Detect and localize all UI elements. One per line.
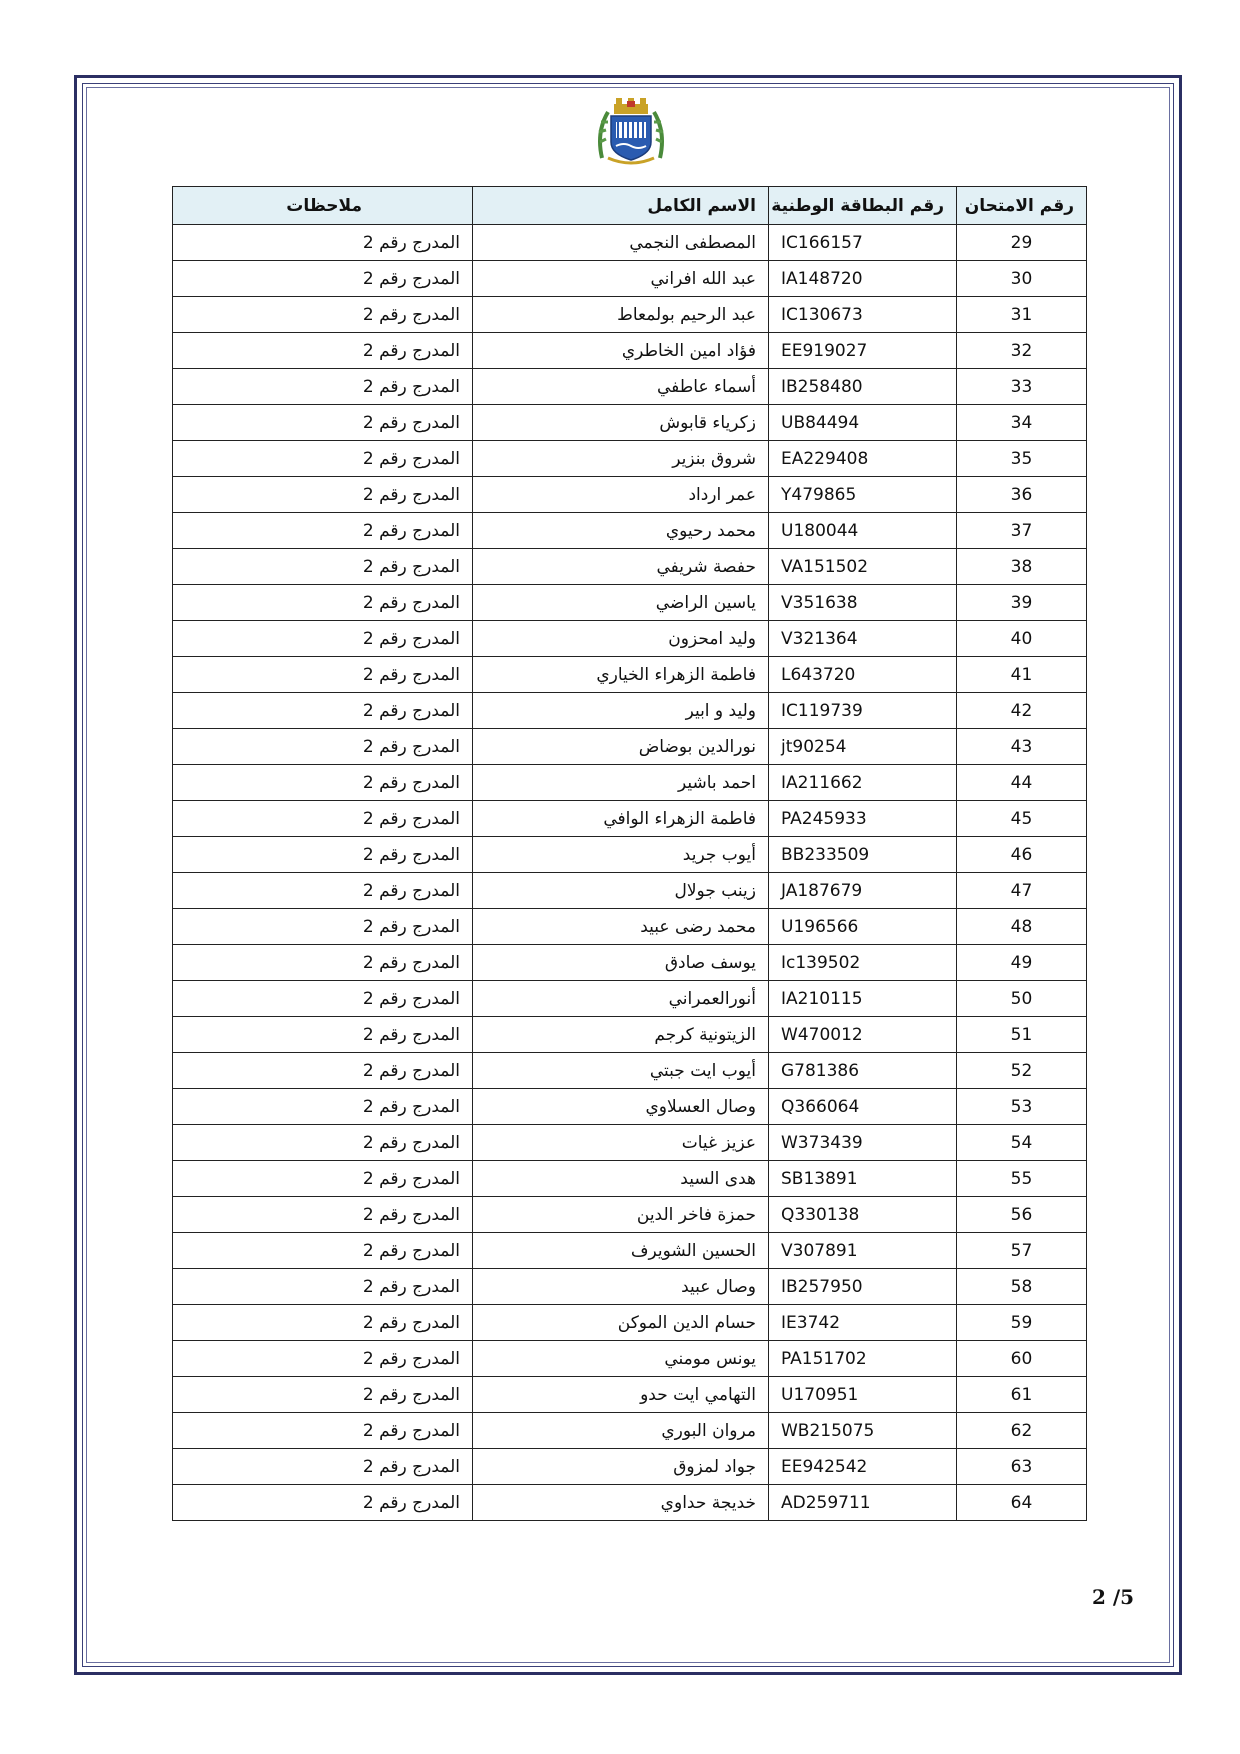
full-name-cell: جواد لمزوق bbox=[473, 1449, 769, 1485]
full-name-cell: فؤاد امين الخاطري bbox=[473, 333, 769, 369]
full-name-cell: أنورالعمراني bbox=[473, 981, 769, 1017]
notes-cell: المدرج رقم 2 bbox=[173, 225, 473, 261]
table-row bbox=[173, 297, 1087, 333]
full-name-cell: وليد امحزون bbox=[473, 621, 769, 657]
full-name-cell: محمد رحيوي bbox=[473, 513, 769, 549]
exam-number-cell: 36 bbox=[957, 477, 1087, 513]
exam-number-cell: 47 bbox=[957, 873, 1087, 909]
page-number: 2 /5 bbox=[1092, 1585, 1135, 1609]
exam-number-cell: 33 bbox=[957, 369, 1087, 405]
exam-number-cell: 49 bbox=[957, 945, 1087, 981]
full-name-cell: مروان البوري bbox=[473, 1413, 769, 1449]
table-row bbox=[173, 693, 1087, 729]
exam-number-cell: 51 bbox=[957, 1017, 1087, 1053]
national-id-cell: IB257950 bbox=[769, 1269, 957, 1305]
exam-number-cell: 54 bbox=[957, 1125, 1087, 1161]
national-id-cell: SB13891 bbox=[769, 1161, 957, 1197]
notes-cell: المدرج رقم 2 bbox=[173, 945, 473, 981]
table-row bbox=[173, 837, 1087, 873]
notes-cell: المدرج رقم 2 bbox=[173, 1197, 473, 1233]
full-name-cell: نورالدين بوضاض bbox=[473, 729, 769, 765]
table-row bbox=[173, 1197, 1087, 1233]
full-name-cell: وصال العسلاوي bbox=[473, 1089, 769, 1125]
exam-number-cell: 61 bbox=[957, 1377, 1087, 1413]
national-id-cell: IB258480 bbox=[769, 369, 957, 405]
national-id-cell: EE942542 bbox=[769, 1449, 957, 1485]
notes-cell: المدرج رقم 2 bbox=[173, 1233, 473, 1269]
table-row bbox=[173, 1161, 1087, 1197]
table-row bbox=[173, 765, 1087, 801]
national-id-cell: JA187679 bbox=[769, 873, 957, 909]
notes-cell: المدرج رقم 2 bbox=[173, 1305, 473, 1341]
header-full-name: الاسم الكامل bbox=[473, 187, 769, 225]
full-name-cell: فاطمة الزهراء الوافي bbox=[473, 801, 769, 837]
table-row bbox=[173, 1413, 1087, 1449]
notes-cell: المدرج رقم 2 bbox=[173, 1449, 473, 1485]
exam-number-cell: 31 bbox=[957, 297, 1087, 333]
notes-cell: المدرج رقم 2 bbox=[173, 765, 473, 801]
table-row bbox=[173, 1269, 1087, 1305]
table-row bbox=[173, 981, 1087, 1017]
national-id-cell: W470012 bbox=[769, 1017, 957, 1053]
full-name-cell: هدى السيد bbox=[473, 1161, 769, 1197]
exam-number-cell: 38 bbox=[957, 549, 1087, 585]
exam-roster-table bbox=[172, 186, 1087, 1521]
full-name-cell: الزيتونية كرجم bbox=[473, 1017, 769, 1053]
full-name-cell: عزيز غيات bbox=[473, 1125, 769, 1161]
national-id-cell: Q366064 bbox=[769, 1089, 957, 1125]
national-id-cell: U196566 bbox=[769, 909, 957, 945]
exam-number-cell: 37 bbox=[957, 513, 1087, 549]
national-id-cell: jt90254 bbox=[769, 729, 957, 765]
exam-number-cell: 45 bbox=[957, 801, 1087, 837]
table-row bbox=[173, 1125, 1087, 1161]
exam-number-cell: 30 bbox=[957, 261, 1087, 297]
notes-cell: المدرج رقم 2 bbox=[173, 1485, 473, 1521]
national-id-cell: PA245933 bbox=[769, 801, 957, 837]
table-row bbox=[173, 333, 1087, 369]
full-name-cell: وصال عبيد bbox=[473, 1269, 769, 1305]
notes-cell: المدرج رقم 2 bbox=[173, 621, 473, 657]
notes-cell: المدرج رقم 2 bbox=[173, 261, 473, 297]
table-row bbox=[173, 1449, 1087, 1485]
national-id-cell: IA211662 bbox=[769, 765, 957, 801]
notes-cell: المدرج رقم 2 bbox=[173, 441, 473, 477]
national-id-cell: EE919027 bbox=[769, 333, 957, 369]
notes-cell: المدرج رقم 2 bbox=[173, 657, 473, 693]
national-id-cell: Ic139502 bbox=[769, 945, 957, 981]
notes-cell: المدرج رقم 2 bbox=[173, 549, 473, 585]
notes-cell: المدرج رقم 2 bbox=[173, 837, 473, 873]
full-name-cell: زينب جولال bbox=[473, 873, 769, 909]
table-row bbox=[173, 369, 1087, 405]
notes-cell: المدرج رقم 2 bbox=[173, 1413, 473, 1449]
table-row bbox=[173, 1305, 1087, 1341]
full-name-cell: فاطمة الزهراء الخياري bbox=[473, 657, 769, 693]
header-exam-number: رقم الامتحان bbox=[957, 187, 1087, 225]
table-row bbox=[173, 513, 1087, 549]
full-name-cell: الحسين الشويرف bbox=[473, 1233, 769, 1269]
full-name-cell: زكرياء قابوش bbox=[473, 405, 769, 441]
table-row bbox=[173, 1017, 1087, 1053]
exam-number-cell: 39 bbox=[957, 585, 1087, 621]
national-id-cell: IC119739 bbox=[769, 693, 957, 729]
exam-number-cell: 40 bbox=[957, 621, 1087, 657]
national-id-cell: V351638 bbox=[769, 585, 957, 621]
table-row bbox=[173, 261, 1087, 297]
table-header-row bbox=[173, 187, 1087, 225]
notes-cell: المدرج رقم 2 bbox=[173, 1377, 473, 1413]
full-name-cell: حسام الدين الموكن bbox=[473, 1305, 769, 1341]
exam-number-cell: 52 bbox=[957, 1053, 1087, 1089]
municipal-emblem-icon bbox=[594, 98, 668, 166]
full-name-cell: عبد الرحيم بولمعاط bbox=[473, 297, 769, 333]
national-id-cell: IC166157 bbox=[769, 225, 957, 261]
national-id-cell: EA229408 bbox=[769, 441, 957, 477]
national-id-cell: W373439 bbox=[769, 1125, 957, 1161]
table-body bbox=[173, 225, 1087, 1521]
notes-cell: المدرج رقم 2 bbox=[173, 1125, 473, 1161]
full-name-cell: أيوب جريد bbox=[473, 837, 769, 873]
notes-cell: المدرج رقم 2 bbox=[173, 1341, 473, 1377]
full-name-cell: أيوب ايت جبتي bbox=[473, 1053, 769, 1089]
table-row bbox=[173, 657, 1087, 693]
national-id-cell: IA210115 bbox=[769, 981, 957, 1017]
notes-cell: المدرج رقم 2 bbox=[173, 405, 473, 441]
table-row bbox=[173, 1089, 1087, 1125]
full-name-cell: خديجة حداوي bbox=[473, 1485, 769, 1521]
exam-number-cell: 29 bbox=[957, 225, 1087, 261]
national-id-cell: IE3742 bbox=[769, 1305, 957, 1341]
table-row bbox=[173, 225, 1087, 261]
full-name-cell: حفصة شريفي bbox=[473, 549, 769, 585]
header-notes: ملاحظات bbox=[173, 187, 473, 225]
notes-cell: المدرج رقم 2 bbox=[173, 1269, 473, 1305]
national-id-cell: U180044 bbox=[769, 513, 957, 549]
full-name-cell: احمد باشير bbox=[473, 765, 769, 801]
notes-cell: المدرج رقم 2 bbox=[173, 1161, 473, 1197]
national-id-cell: IA148720 bbox=[769, 261, 957, 297]
national-id-cell: V321364 bbox=[769, 621, 957, 657]
table-row bbox=[173, 945, 1087, 981]
full-name-cell: يوسف صادق bbox=[473, 945, 769, 981]
exam-number-cell: 46 bbox=[957, 837, 1087, 873]
national-id-cell: PA151702 bbox=[769, 1341, 957, 1377]
national-id-cell: VA151502 bbox=[769, 549, 957, 585]
exam-number-cell: 58 bbox=[957, 1269, 1087, 1305]
table-row bbox=[173, 909, 1087, 945]
exam-number-cell: 53 bbox=[957, 1089, 1087, 1125]
national-id-cell: UB84494 bbox=[769, 405, 957, 441]
exam-number-cell: 48 bbox=[957, 909, 1087, 945]
full-name-cell: أسماء عاطفي bbox=[473, 369, 769, 405]
table-row bbox=[173, 477, 1087, 513]
notes-cell: المدرج رقم 2 bbox=[173, 801, 473, 837]
exam-number-cell: 56 bbox=[957, 1197, 1087, 1233]
full-name-cell: ياسين الراضي bbox=[473, 585, 769, 621]
notes-cell: المدرج رقم 2 bbox=[173, 513, 473, 549]
full-name-cell: محمد رضى عبيد bbox=[473, 909, 769, 945]
table-row bbox=[173, 405, 1087, 441]
notes-cell: المدرج رقم 2 bbox=[173, 729, 473, 765]
header-national-id: رقم البطاقة الوطنية bbox=[769, 187, 957, 225]
national-id-cell: WB215075 bbox=[769, 1413, 957, 1449]
table-row bbox=[173, 1485, 1087, 1521]
exam-number-cell: 50 bbox=[957, 981, 1087, 1017]
notes-cell: المدرج رقم 2 bbox=[173, 477, 473, 513]
exam-number-cell: 41 bbox=[957, 657, 1087, 693]
exam-number-cell: 32 bbox=[957, 333, 1087, 369]
exam-number-cell: 44 bbox=[957, 765, 1087, 801]
full-name-cell: المصطفى النجمي bbox=[473, 225, 769, 261]
notes-cell: المدرج رقم 2 bbox=[173, 873, 473, 909]
full-name-cell: حمزة فاخر الدين bbox=[473, 1197, 769, 1233]
exam-number-cell: 60 bbox=[957, 1341, 1087, 1377]
national-id-cell: G781386 bbox=[769, 1053, 957, 1089]
table-row bbox=[173, 1053, 1087, 1089]
exam-number-cell: 64 bbox=[957, 1485, 1087, 1521]
exam-number-cell: 34 bbox=[957, 405, 1087, 441]
national-id-cell: Y479865 bbox=[769, 477, 957, 513]
full-name-cell: وليد و ابير bbox=[473, 693, 769, 729]
table-row bbox=[173, 1341, 1087, 1377]
national-id-cell: IC130673 bbox=[769, 297, 957, 333]
full-name-cell: يونس مومني bbox=[473, 1341, 769, 1377]
exam-number-cell: 55 bbox=[957, 1161, 1087, 1197]
national-id-cell: L643720 bbox=[769, 657, 957, 693]
national-id-cell: BB233509 bbox=[769, 837, 957, 873]
exam-number-cell: 57 bbox=[957, 1233, 1087, 1269]
exam-number-cell: 43 bbox=[957, 729, 1087, 765]
exam-number-cell: 63 bbox=[957, 1449, 1087, 1485]
national-id-cell: Q330138 bbox=[769, 1197, 957, 1233]
national-id-cell: V307891 bbox=[769, 1233, 957, 1269]
table-row bbox=[173, 801, 1087, 837]
notes-cell: المدرج رقم 2 bbox=[173, 297, 473, 333]
notes-cell: المدرج رقم 2 bbox=[173, 369, 473, 405]
notes-cell: المدرج رقم 2 bbox=[173, 981, 473, 1017]
national-id-cell: AD259711 bbox=[769, 1485, 957, 1521]
exam-number-cell: 42 bbox=[957, 693, 1087, 729]
notes-cell: المدرج رقم 2 bbox=[173, 693, 473, 729]
table-row bbox=[173, 729, 1087, 765]
table-row bbox=[173, 621, 1087, 657]
notes-cell: المدرج رقم 2 bbox=[173, 1053, 473, 1089]
full-name-cell: عبد الله افراني bbox=[473, 261, 769, 297]
table-row bbox=[173, 873, 1087, 909]
national-id-cell: U170951 bbox=[769, 1377, 957, 1413]
exam-number-cell: 59 bbox=[957, 1305, 1087, 1341]
notes-cell: المدرج رقم 2 bbox=[173, 1089, 473, 1125]
table-row bbox=[173, 549, 1087, 585]
notes-cell: المدرج رقم 2 bbox=[173, 585, 473, 621]
exam-number-cell: 35 bbox=[957, 441, 1087, 477]
table-row bbox=[173, 585, 1087, 621]
full-name-cell: عمر ارداد bbox=[473, 477, 769, 513]
table-row bbox=[173, 1377, 1087, 1413]
notes-cell: المدرج رقم 2 bbox=[173, 333, 473, 369]
notes-cell: المدرج رقم 2 bbox=[173, 909, 473, 945]
table-row bbox=[173, 441, 1087, 477]
full-name-cell: التهامي ايت حدو bbox=[473, 1377, 769, 1413]
table-row bbox=[173, 1233, 1087, 1269]
notes-cell: المدرج رقم 2 bbox=[173, 1017, 473, 1053]
exam-number-cell: 62 bbox=[957, 1413, 1087, 1449]
full-name-cell: شروق بنزير bbox=[473, 441, 769, 477]
